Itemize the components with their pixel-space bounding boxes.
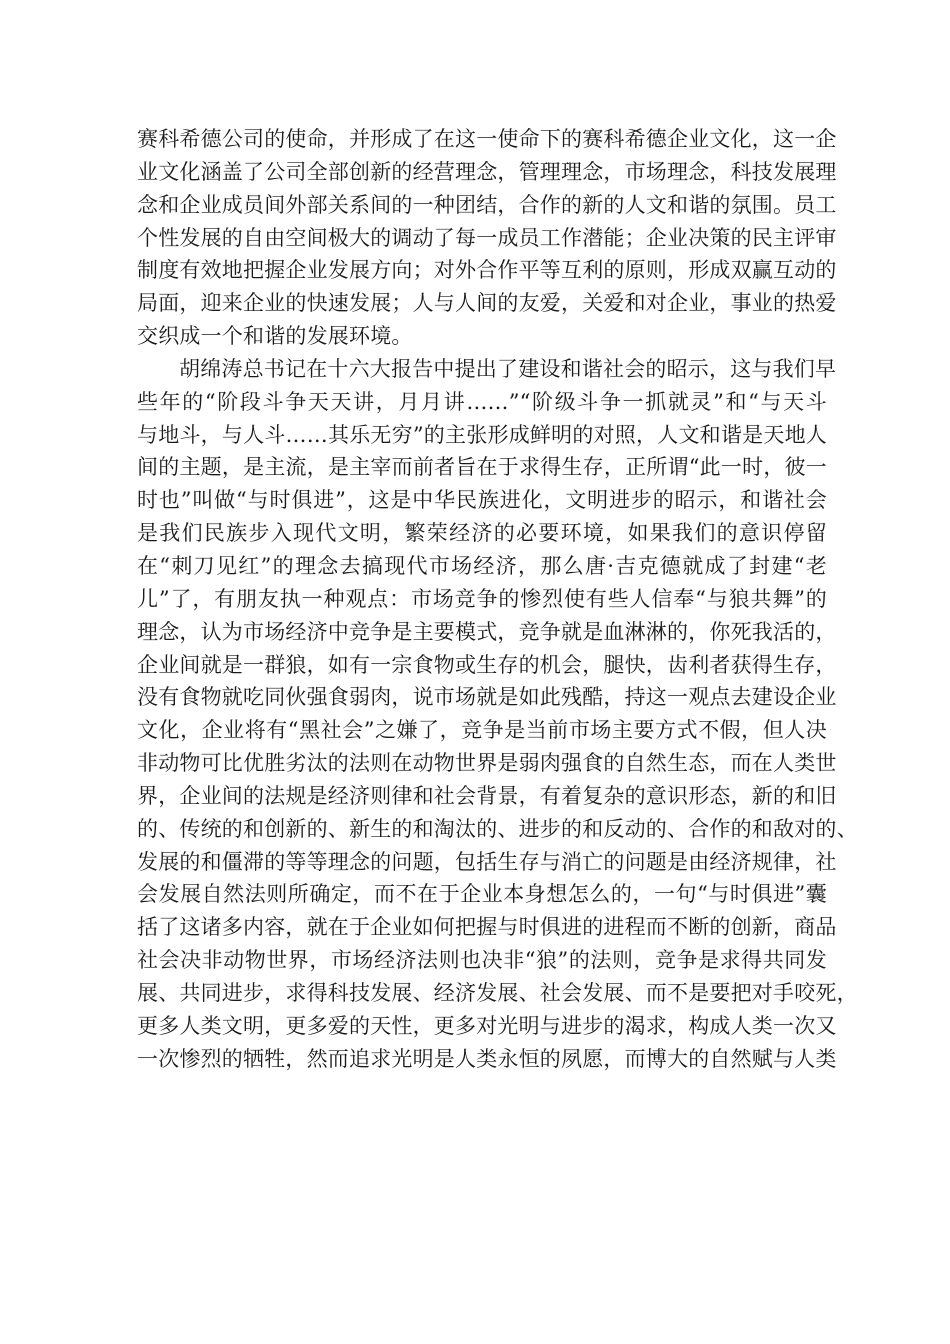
- paragraph-2-line-3: 与地斗，与人斗……其乐无穷”的主张形成鲜明的对照，人文和谐是天地人: [137, 422, 827, 447]
- paragraph-2-line-17: 会发展自然法则所确定，而不在于企业本身想怎么的，一句“与时俱进”囊: [137, 882, 827, 907]
- paragraph-2-line-20: 展、共同进步，求得科技发展、经济发展、社会发展、而不是要把对手咬死，: [137, 980, 858, 1005]
- paragraph-2-line-2: 些年的“阶段斗争天天讲，月月讲……”“阶级斗争一抓就灵”和“与天斗: [137, 389, 827, 414]
- paragraph-2-line-4: 间的主题，是主流，是主宰而前者旨在于求得生存，正所谓“此一时，彼一: [137, 455, 827, 480]
- paragraph-1-line-6: 局面，迎来企业的快速发展；人与人间的友爱，关爱和对企业，事业的热爱: [137, 291, 837, 316]
- paragraph-2-line-18: 括了这诸多内容，就在于企业如何把握与时俱进的进程而不断的创新，商品: [137, 915, 837, 940]
- body-text: [137, 123, 858, 1075]
- paragraph-2-line-10: 企业间就是一群狼，如有一宗食物或生存的机会，腿快，齿利者获得生存，: [137, 652, 837, 677]
- paragraph-2-line-14: 界，企业间的法规是经济则律和社会背景，有着复杂的意识形态，新的和旧: [137, 783, 837, 808]
- paragraph-2-line-9: 理念，认为市场经济中竞争是主要模式，竞争就是血淋淋的，你死我活的，: [137, 619, 837, 644]
- paragraph-2-line-7: 在“刺刀见红”的理念去搞现代市场经济，那么唐·吉克德就成了封建“老: [137, 553, 827, 578]
- paragraph-1-line-2: 业文化涵盖了公司全部创新的经营理念，管理理念，市场理念，科技发展理: [137, 159, 837, 184]
- paragraph-2-line-21: 更多人类文明，更多爱的天性，更多对光明与进步的渴求，构成人类一次又: [137, 1013, 837, 1038]
- paragraph-2-line-8: 儿”了，有朋友执一种观点：市场竞争的惨烈使有些人信奉“与狼共舞”的: [137, 586, 827, 611]
- paragraph-2-line-6: 是我们民族步入现代文明，繁荣经济的必要环境，如果我们的意识停留: [137, 521, 827, 546]
- paragraph-1-line-5: 制度有效地把握企业发展方向；对外合作平等互利的原则，形成双赢互动的: [137, 258, 837, 283]
- paragraph-1-line-1: 赛科希德公司的使命，并形成了在这一使命下的赛科希德企业文化，这一企: [137, 127, 837, 151]
- paragraph-2-line-5: 时也”叫做“与时俱进”，这是中华民族进化，文明进步的昭示，和谐社会: [137, 488, 827, 513]
- paragraph-2-line-1: 胡绵涛总书记在十六大报告中提出了建设和谐社会的昭示，这与我们早: [179, 356, 837, 381]
- paragraph-2-line-22: 一次惨烈的牺牲，然而追求光明是人类永恒的夙愿，而博大的自然赋与人类: [137, 1046, 837, 1071]
- paragraph-1-line-7: 交织成一个和谐的发展环境。: [137, 324, 413, 349]
- paragraph-2-line-11: 没有食物就吃同伙强食弱肉，说市场就是如此残酷，持这一观点去建设企业: [137, 685, 837, 710]
- paragraph-2-line-16: 发展的和僵滞的等等理念的问题，包括生存与消亡的问题是由经济规律，社: [137, 849, 837, 874]
- paragraph-2-line-19: 社会决非动物世界，市场经济法则也决非“狼”的法则，竞争是求得共同发: [137, 948, 827, 973]
- paragraph-1-line-3: 念和企业成员间外部关系间的一种团结，合作的新的人文和谐的氛围。员工: [137, 192, 837, 217]
- paragraph-2-line-13: 非动物可比优胜劣汰的法则在动物世界是弱肉强食的自然生态，而在人类世: [137, 751, 837, 776]
- paragraph-2-line-12: 文化，企业将有“黑社会”之嫌了，竞争是当前市场主要方式不假，但人决: [137, 718, 827, 743]
- paragraph-1-line-4: 个性发展的自由空间极大的调动了每一成员工作潜能；企业决策的民主评审: [137, 225, 837, 250]
- paragraph-2-line-15: 的、传统的和创新的、新生的和淘汰的、进步的和反动的、合作的和敌对的、: [137, 816, 858, 841]
